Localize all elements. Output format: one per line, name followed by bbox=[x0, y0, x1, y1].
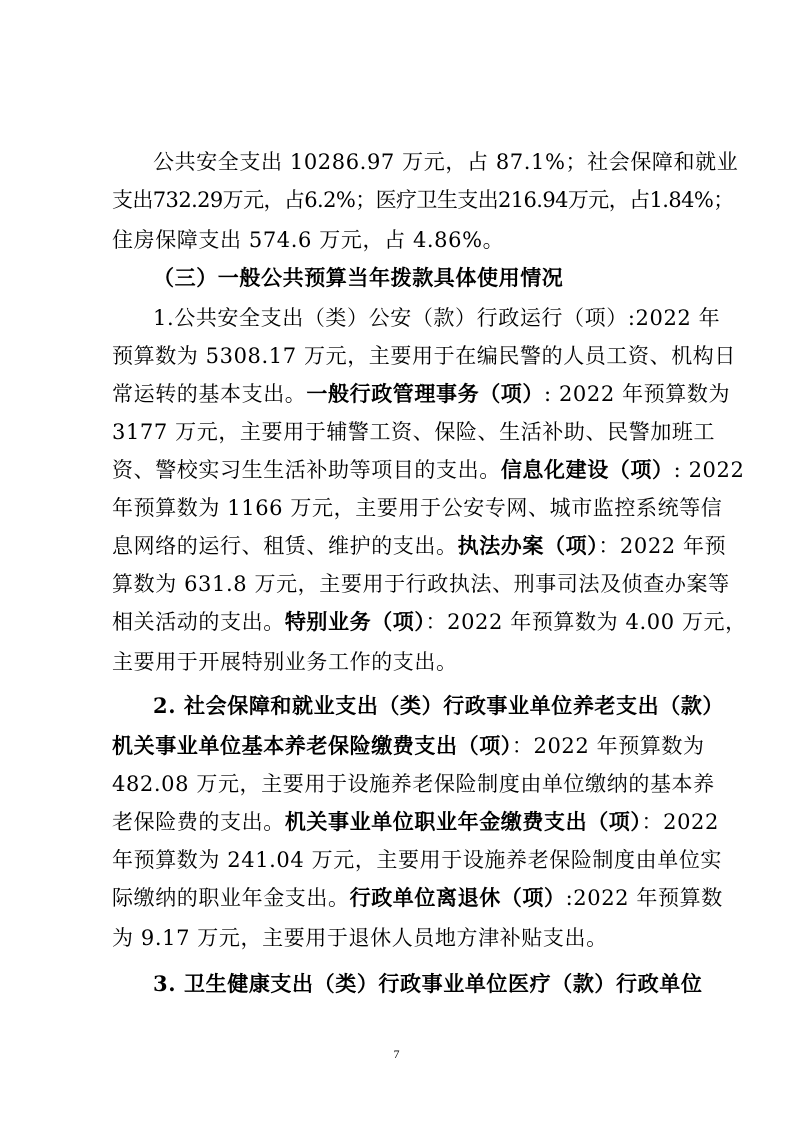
item1-line7-tail: ：2022 年预 bbox=[598, 534, 727, 558]
item2-line-6 bbox=[112, 885, 723, 910]
item1-line3-tail: : 2022 年预算数为 bbox=[544, 382, 731, 406]
item1-line-10: 主要用于开展特别业务工作的支出。 bbox=[112, 650, 458, 674]
item1-line5-text: 资、警校实习生生活补助等项目的支出。 bbox=[112, 458, 501, 482]
summary-line-3: 住房保障支出 574.6 万元，占 4.86%。 bbox=[112, 228, 505, 252]
item1-line7-text: 息网络的运行、租赁、维护的支出。 bbox=[112, 534, 458, 558]
summary-line-1: 公共安全支出 10286.97 万元，占 87.1%；社会保障和就业 bbox=[153, 150, 739, 174]
item3-heading: 3. 卫生健康支出（类）行政事业单位医疗（款）行政单位 bbox=[153, 971, 703, 996]
item2-line-7: 为 9.17 万元，主要用于退休人员地方津补贴支出。 bbox=[112, 926, 608, 950]
item1-line-7 bbox=[112, 533, 727, 558]
item2-line4-text: 老保险费的支出。 bbox=[112, 810, 285, 834]
section-heading: （三）一般公共预算当年拨款具体使用情况 bbox=[153, 265, 564, 290]
item2-line-2 bbox=[112, 734, 712, 758]
item1-line-9 bbox=[112, 609, 747, 634]
item1-line-4: 3177 万元，主要用于辅警工资、保险、生活补助、民警加班工 bbox=[112, 420, 716, 444]
item2-line6-text: 际缴纳的职业年金支出。 bbox=[112, 886, 350, 910]
item2-line-5: 年预算数为 241.04 万元，主要用于设施养老保险制度由单位实 bbox=[112, 848, 723, 872]
item1-line9-text: 相关活动的支出。 bbox=[112, 610, 285, 634]
summary-line-2: 支出732.29万元，占6.2%；医疗卫生支出216.94万元，占1.84%； bbox=[112, 188, 734, 212]
item1-line-3 bbox=[112, 381, 731, 406]
item2-subitem-annuity: 机关事业单位职业年金缴费支出（项） bbox=[284, 809, 642, 834]
item1-line-1 bbox=[153, 306, 721, 330]
item1-subitem-it: 信息化建设（项） bbox=[500, 457, 674, 482]
item2-line4-tail: ：2022 bbox=[641, 810, 719, 834]
item2-line-4 bbox=[112, 809, 719, 834]
item1-line-2: 预算数为 5308.17 万元，主要用于在编民警的人员工资、机构日 bbox=[112, 344, 736, 368]
item2-line2-tail: ：2022 年预算数为 bbox=[511, 734, 705, 758]
item1-subitem-admin: 一般行政管理事务（项） bbox=[306, 381, 545, 406]
item2-line6-tail: :2022 年预算数 bbox=[565, 886, 723, 910]
item1-line9-tail: ：2022 年预算数为 4.00 万元， bbox=[425, 610, 747, 634]
item2-subitem-retire: 行政单位离退休（项） bbox=[349, 885, 566, 910]
item1-heading: 1.公共安全支出（类）公安（款）行政运行（项） bbox=[153, 306, 628, 330]
item2-line-3: 482.08 万元，主要用于设施养老保险制度由单位缴纳的基本养 bbox=[112, 772, 715, 796]
item2-subitem-pension: 机关事业单位基本养老保险缴费支出（项） bbox=[112, 733, 512, 758]
item1-line-6: 年预算数为 1166 万元，主要用于公安专网、城市监控系统等信 bbox=[112, 496, 723, 520]
page-number: 7 bbox=[393, 1047, 400, 1061]
item1-subitem-law: 执法办案（项） bbox=[457, 533, 599, 558]
item1-line-5 bbox=[112, 457, 745, 482]
item1-line-8: 算数为 631.8 万元，主要用于行政执法、刑事司法及侦查办案等 bbox=[112, 572, 730, 596]
item1-line5-tail: : 2022 bbox=[673, 458, 745, 482]
item1-subitem-special: 特别业务（项） bbox=[284, 609, 426, 634]
item2-heading: 2. 社会保障和就业支出（类）行政事业单位养老支出（款） bbox=[153, 693, 725, 718]
item1-line3-text: 常运转的基本支出。 bbox=[112, 382, 307, 406]
item1-line1-tail: :2022 年 bbox=[627, 306, 721, 330]
